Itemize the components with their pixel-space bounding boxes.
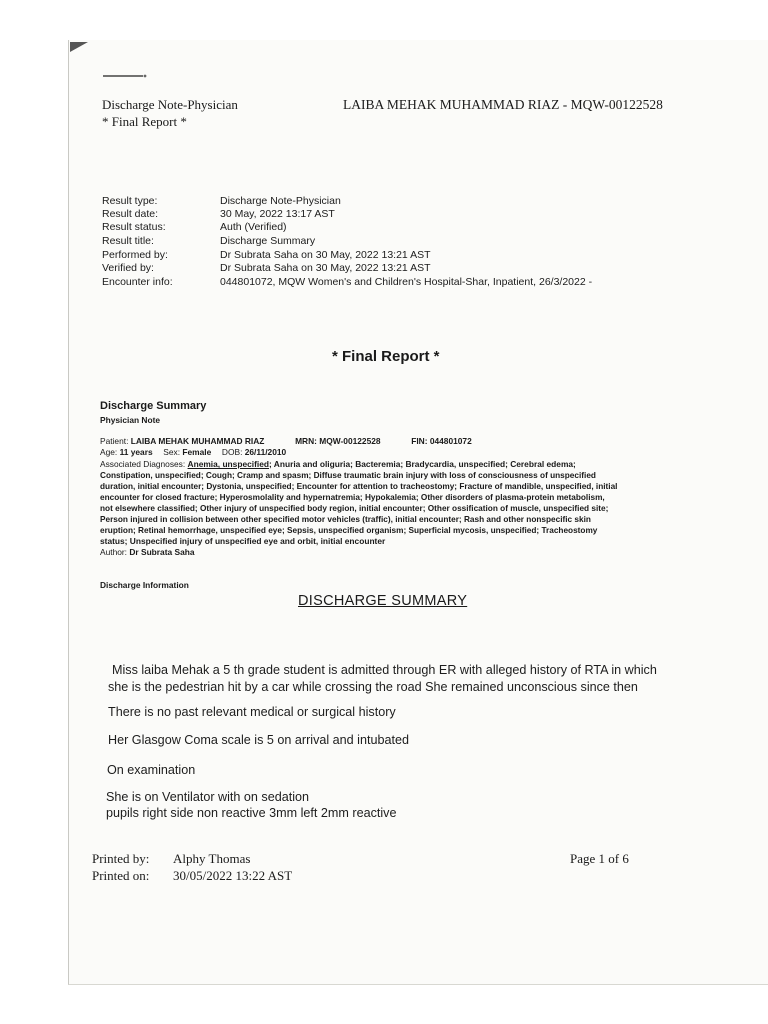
meta-value: Auth (Verified) [220, 221, 287, 233]
meta-row-verified-by [102, 262, 431, 274]
age-label: Age: [100, 447, 118, 457]
printed-by-value: Alphy Thomas [173, 851, 251, 866]
diagnoses-line: eruption; Retinal hemorrhage, unspecified eye; Sepsis, unspecified organism; Superficial mycosis, unspecified; Tracheostomy [100, 525, 598, 535]
folded-corner [70, 42, 88, 52]
diagnoses-line: Constipation, unspecified; Cough; Cramp and spasm; Diffuse traumatic brain injury with loss of consciousness of unspecified [100, 470, 596, 480]
diagnosis-primary: Anemia, unspecified [187, 459, 269, 469]
diagnoses-line: duration, initial encounter; Dystonia, unspecified; Encounter for attention to tracheostomy; Fracture of mandible, unspecified, initial [100, 481, 618, 491]
narrative-line: On examination [107, 763, 196, 777]
doc-type-header: Discharge Note-Physician [102, 97, 238, 112]
diagnoses-line: Person injured in collision between other specified motor vehicles (traffic), initial encounter; Rash and other nonspecific skin [100, 514, 591, 524]
page-number: Page 1 of 6 [570, 851, 629, 866]
narrative-line: She is on Ventilator with on sedation [106, 790, 310, 804]
author-value: Dr Subrata Saha [129, 547, 195, 557]
patient-line [100, 436, 472, 447]
meta-row-result-title [102, 235, 315, 247]
meta-label: Result status: [102, 221, 166, 233]
dob-label: DOB: [221, 447, 243, 457]
sex-label: Sex: [163, 447, 181, 457]
diagnoses-line: not elsewhere classified; Other injury of unspecified body region, initial encounter; Other ossification of muscle, unspecified site; [100, 503, 609, 513]
age-value: 11 years [119, 447, 153, 457]
meta-value: Discharge Note-Physician [220, 195, 341, 207]
narrative-line: pupils right side non reactive 3mm left 2mm reactive [106, 806, 397, 820]
meta-row-result-status [102, 221, 287, 233]
printed-on-value: 30/05/2022 13:22 AST [173, 868, 293, 883]
meta-label: Result type: [102, 195, 158, 207]
staple-mark-icon [103, 74, 147, 78]
author-line [100, 547, 195, 558]
meta-value: 30 May, 2022 13:17 AST [220, 208, 335, 220]
printed-by-label: Printed by: [92, 851, 150, 866]
dob-value: 26/11/2010 [244, 447, 287, 457]
narrative-line: There is no past relevant medical or surgical history [108, 705, 396, 719]
diagnoses-label: Associated Diagnoses: [100, 459, 186, 469]
narrative-line: Miss laiba Mehak a 5 th grade student is admitted through ER with alleged history of RTA in which [112, 663, 657, 677]
diagnoses-line: encounter for closed fracture; Hyperosmolality and hypernatremia; Hypokalemia; Other disorders of plasma-protein metabolism, [100, 492, 605, 502]
meta-row-encounter-info [102, 276, 592, 288]
patient-id-header: LAIBA MEHAK MUHAMMAD RIAZ - MQW-00122528 [343, 97, 663, 112]
diagnoses-first-line [100, 459, 576, 470]
narrative-line: she is the pedestrian hit by a car while crossing the road She remained unconscious since then [108, 680, 638, 694]
demographics-line [100, 447, 286, 458]
discharge-summary-title: DISCHARGE SUMMARY [298, 593, 468, 609]
patient-name: LAIBA MEHAK MUHAMMAD RIAZ [130, 436, 265, 446]
sex-value: Female [182, 447, 212, 457]
narrative-line: Her Glasgow Coma scale is 5 on arrival and intubated [108, 733, 410, 747]
diagnoses-line: status; Unspecified injury of unspecified eye and orbit, initial encounter [100, 536, 386, 546]
meta-label: Encounter info: [102, 276, 173, 288]
meta-value: Dr Subrata Saha on 30 May, 2022 13:21 AST [220, 262, 431, 274]
summary-section-title: Discharge Summary [100, 400, 207, 412]
final-report-title: * Final Report * [332, 348, 440, 365]
patient-label: Patient: [100, 436, 129, 446]
final-report-tag: * Final Report * [102, 114, 187, 129]
meta-value: 044801072, MQW Women's and Children's Hospital-Shar, Inpatient, 26/3/2022 - [220, 276, 593, 288]
fin-value: 044801072 [429, 436, 472, 446]
discharge-info-label: Discharge Information [100, 580, 189, 590]
mrn-value: MQW-00122528 [319, 436, 381, 446]
meta-label: Result date: [102, 208, 159, 220]
summary-section-subtitle: Physician Note [100, 415, 161, 425]
meta-label: Performed by: [102, 249, 168, 261]
meta-row-performed-by [102, 249, 431, 261]
meta-label: Verified by: [102, 262, 154, 274]
author-label: Author: [100, 547, 128, 557]
printed-on-label: Printed on: [92, 868, 150, 883]
mrn-label: MRN: [295, 436, 317, 446]
meta-value: Dr Subrata Saha on 30 May, 2022 13:21 AST [220, 249, 431, 261]
meta-row-result-date [102, 208, 335, 220]
meta-row-result-type [102, 195, 341, 207]
fin-label: FIN: [411, 436, 428, 446]
meta-label: Result title: [102, 235, 154, 247]
meta-value: Discharge Summary [220, 235, 316, 247]
diagnoses-line-rest: ; Anuria and oliguria; Bacteremia; Bradycardia, unspecified; Cerebral edema; [268, 459, 576, 469]
